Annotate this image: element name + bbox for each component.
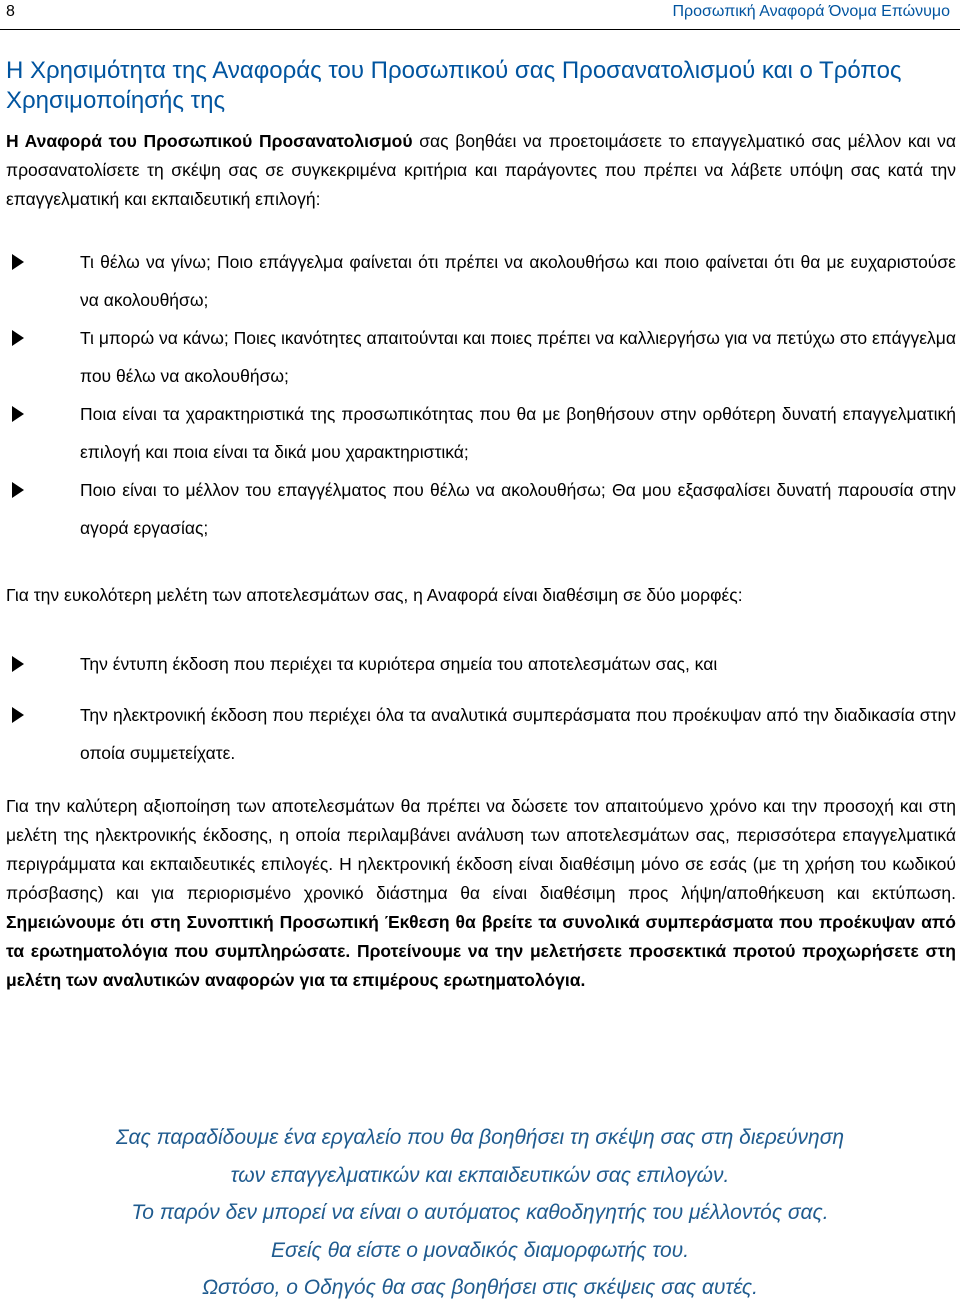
section-title: Η Χρησιμότητα της Αναφοράς του Προσωπικού σας Προσανατολισμού και ο Τρόπος Χρησιμοποίησής της [6, 57, 902, 114]
triangle-bullet-icon [12, 330, 24, 346]
header-title: Προσωπική Αναφορά Όνομα Επώνυμο [672, 3, 950, 20]
list-item [0, 243, 960, 319]
triangle-bullet-icon [12, 482, 24, 498]
list-item [0, 319, 960, 395]
usage-text: Για την καλύτερη αξιοποίηση των αποτελεσμάτων θα πρέπει να δώσετε τον απαιτούμενο χρόνο και την προσοχή και στη μελέτη της ηλεκτρονικής έκδοσης, η οποία περιλαμβάνει ανάλυση των αποτελεσμάτων σας, περισσότερα επαγγελματικά περιγράμματα και εκπαιδευτικές επιλογές. Η ηλεκτρονική έκδοση είναι διαθέσιμη μόνο σε εσάς (με τη χρήση του κωδικού πρόσβασης) και για περιορισμένο χρονικό διάστημα θα είναι διαθέσιμη προς λήψη/αποθήκευση και εκτύπωση. [6, 796, 956, 903]
closing-line: Σας παραδίδουμε ένα εργαλείο που θα βοηθήσει τη σκέψη σας στη διερεύνηση [115, 1126, 845, 1149]
usage-paragraph [6, 792, 956, 995]
forms-list-continued [0, 696, 960, 772]
questions-list [0, 243, 960, 547]
usage-bold-recommendation: Προτείνουμε να την μελετήσετε προσεκτικά προτού προχωρήσετε στη μελέτη των αναλυτικών αναφορών για τα επιμέρους ερωτηματολόγια. [6, 941, 956, 990]
triangle-bullet-icon [12, 406, 24, 422]
list-item [0, 696, 960, 772]
page-number: 8 [6, 3, 15, 20]
list-item [0, 645, 960, 683]
intro-paragraph [6, 127, 956, 214]
closing-line: Εσείς θα είστε ο μοναδικός διαμορφωτής του. [270, 1238, 690, 1262]
list-item-text: Ποιο είναι το μέλλον του επαγγέλματος που θέλω να ακολουθήσω; Θα μου εξασφαλίσει δυνατή παρουσία στην αγορά εργασίας; [80, 480, 956, 538]
page-header [0, 0, 960, 30]
closing-line: των επαγγελματικών και εκπαιδευτικών σας επιλογών. [230, 1163, 730, 1187]
list-item [0, 395, 960, 471]
header-divider [0, 29, 960, 30]
list-item [0, 471, 960, 547]
closing-line: Το παρόν δεν μπορεί να είναι ο αυτόματος καθοδηγητής του μέλλοντός σας. [131, 1201, 829, 1224]
list-item-text: Τι μπορώ να κάνω; Ποιες ικανότητες απαιτούνται και ποιες πρέπει να καλλιεργήσω για να πετύχω στο επάγγελμα που θέλω να ακολουθήσω; [80, 328, 956, 386]
forms-intro-paragraph: Για την ευκολότερη μελέτη των αποτελεσμάτων σας, η Αναφορά είναι διαθέσιμη σε δύο μορφές: [6, 585, 743, 605]
usage-bold-note: Σημειώνουμε ότι στη Συνοπτική Προσωπική Έκθεση θα βρείτε τα συνολικά συμπεράσματα που προέκυψαν από τα ερωτηματολόγια που συμπληρώσατε. [6, 912, 956, 961]
triangle-bullet-icon [12, 707, 24, 723]
list-item-text: Την έντυπη έκδοση που περιέχει τα κυριότερα σημεία του αποτελεσμάτων σας, και [80, 654, 718, 674]
forms-list [0, 645, 960, 683]
intro-bold-lead: Η Αναφορά του Προσωπικού Προσανατολισμού [6, 131, 413, 151]
list-item-text: Την ηλεκτρονική έκδοση που περιέχει όλα τα αναλυτικά συμπεράσματα που προέκυψαν από την διαδικασία στην οποία συμμετείχατε. [80, 705, 956, 763]
triangle-bullet-icon [12, 254, 24, 270]
closing-line: Ωστόσο, ο Οδηγός θα σας βοηθήσει στις σκέψεις σας αυτές. [202, 1276, 758, 1299]
closing-message [0, 1119, 960, 1307]
triangle-bullet-icon [12, 656, 24, 672]
list-item-text: Ποια είναι τα χαρακτηριστικά της προσωπικότητας που θα με βοηθήσουν στην ορθότερη δυνατή επαγγελματική επιλογή και ποια είναι τα δικά μου χαρακτηριστικά; [80, 404, 956, 462]
list-item-text: Τι θέλω να γίνω; Ποιο επάγγελμα φαίνεται ότι πρέπει να ακολουθήσω και ποιο φαίνεται ότι θα με ευχαριστούσε να ακολουθήσω; [80, 252, 956, 310]
intro-text: σας βοηθάει να προετοιμάσετε το επαγγελματικό σας μέλλον και να προσανατολίσετε τη σκέψη σας σε συγκεκριμένα κριτήρια και παράγοντες που πρέπει να λάβετε υπόψη σας κατά την επαγγελματική και εκπαιδευτική επιλογή: [6, 131, 956, 209]
